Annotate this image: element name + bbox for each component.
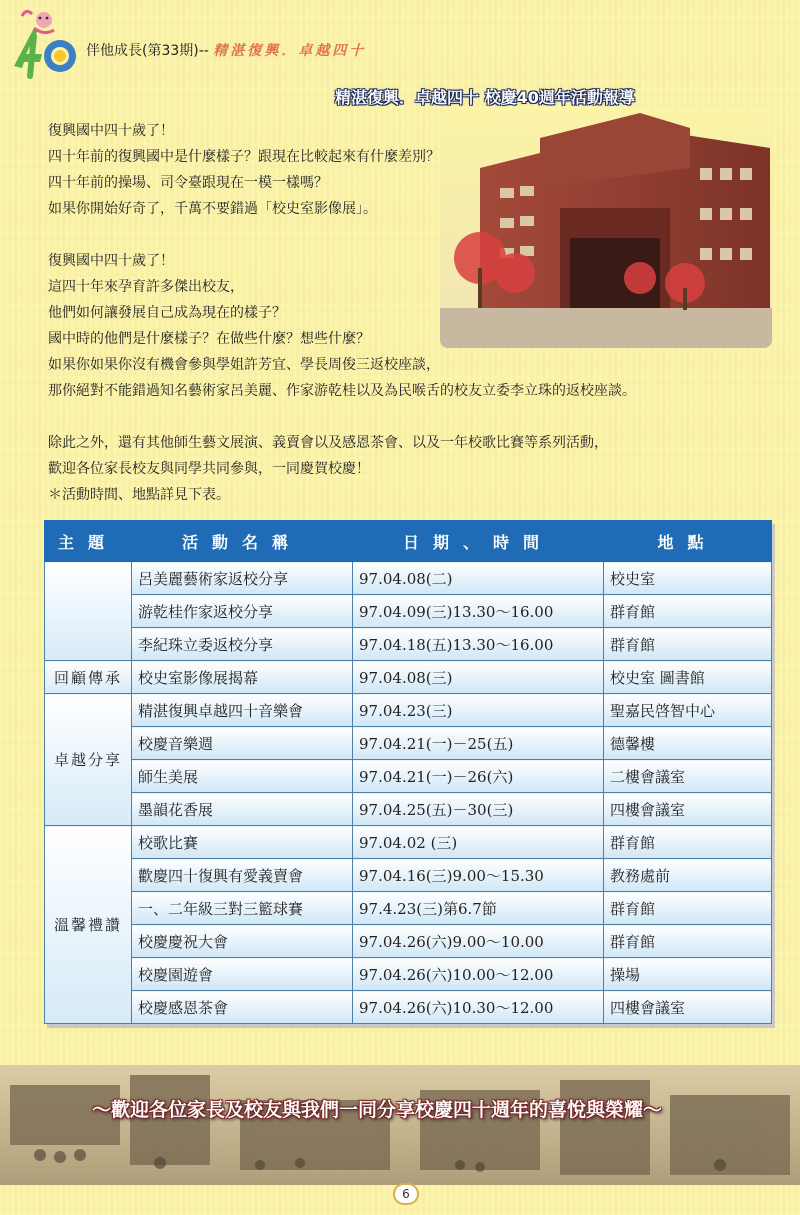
intro-line: 他們如何讓發展自己成為現在的樣子？: [48, 305, 286, 321]
table-row: [45, 661, 772, 694]
date-time-cell: 97.04.08(二): [353, 562, 604, 595]
header-location: 地點: [604, 521, 772, 562]
event-name-cell: 校歌比賽: [132, 826, 353, 859]
event-name-cell: 校慶慶祝大會: [132, 925, 353, 958]
issue-label: 伴他成長(第33期)--: [86, 43, 209, 59]
date-time-cell: 97.04.26(六)9.00～10.00: [353, 925, 604, 958]
footer-slogan: ～歡迎各位家長及校友與我們一同分享校慶四十週年的喜悅與榮耀～: [92, 1099, 663, 1121]
table-header-row: [45, 521, 772, 562]
header-title: [86, 40, 366, 60]
date-time-cell: 97.04.16(三)9.00～15.30: [353, 859, 604, 892]
intro-line: 歡迎各位家長校友與同學共同參與，一同慶賀校慶！: [48, 461, 370, 477]
header-date-time: 日期、時間: [353, 521, 604, 562]
event-name-cell: 呂美麗藝術家返校分享: [132, 562, 353, 595]
events-table-body: [45, 562, 772, 1024]
event-name-cell: 校慶感恩茶會: [132, 991, 353, 1024]
location-cell: 校史室: [604, 562, 772, 595]
intro-line: 這四十年來孕育許多傑出校友，: [48, 279, 244, 295]
article-banner-title: 精湛復興．卓越四十 校慶40週年活動報導: [335, 88, 635, 107]
date-time-cell: 97.04.02 (三): [353, 826, 604, 859]
table-row: [45, 694, 772, 727]
date-time-cell: 97.04.23(三): [353, 694, 604, 727]
table-row: [45, 859, 772, 892]
intro-line: ＊活動時間、地點詳見下表。: [48, 487, 230, 503]
location-cell: 群育館: [604, 892, 772, 925]
page-header: [0, 0, 800, 80]
location-cell: 群育館: [604, 826, 772, 859]
theme-cell: 卓越分享: [45, 694, 132, 826]
date-time-cell: 97.04.18(五)13.30～16.00: [353, 628, 604, 661]
event-name-cell: 歡慶四十復興有愛義賣會: [132, 859, 353, 892]
date-time-cell: 97.04.09(三)13.30～16.00: [353, 595, 604, 628]
table-row: [45, 793, 772, 826]
event-name-cell: 游乾桂作家返校分享: [132, 595, 353, 628]
event-name-cell: 精湛復興卓越四十音樂會: [132, 694, 353, 727]
event-name-cell: 墨韻花香展: [132, 793, 353, 826]
date-time-cell: 97.04.26(六)10.00～12.00: [353, 958, 604, 991]
table-row: [45, 925, 772, 958]
table-row: [45, 958, 772, 991]
location-cell: 二樓會議室: [604, 760, 772, 793]
intro-line: 除此之外，還有其他師生藝文展演、義賣會以及感恩茶會、以及一年校歌比賽等系列活動，: [48, 435, 608, 451]
date-time-cell: 97.04.21(一)－25(五): [353, 727, 604, 760]
table-row: [45, 991, 772, 1024]
table-row: [45, 595, 772, 628]
date-time-cell: 97.04.25(五)－30(三): [353, 793, 604, 826]
date-time-cell: 97.04.08(三): [353, 661, 604, 694]
intro-line: 國中時的他們是什麼樣子？在做些什麼？想些什麼？: [48, 331, 370, 347]
table-row: [45, 760, 772, 793]
location-cell: 操場: [604, 958, 772, 991]
location-cell: 群育館: [604, 595, 772, 628]
table-row: [45, 562, 772, 595]
anniversary-40-logo-icon: [4, 6, 82, 80]
table-row: [45, 628, 772, 661]
location-cell: 群育館: [604, 628, 772, 661]
event-name-cell: 校慶音樂週: [132, 727, 353, 760]
location-cell: 四樓會議室: [604, 991, 772, 1024]
intro-line: 那你絕對不能錯過知名藝術家呂美麗、作家游乾桂以及為民喉舌的校友立委李立珠的返校座談。: [48, 383, 636, 399]
header-theme: 主題: [45, 521, 132, 562]
intro-line: 復興國中四十歲了！: [48, 123, 174, 139]
event-name-cell: 校史室影像展揭幕: [132, 661, 353, 694]
theme-cell: 回顧傳承: [45, 661, 132, 694]
intro-text: [48, 118, 788, 508]
intro-line: 復興國中四十歲了！: [48, 253, 174, 269]
intro-line: 四十年前的操場、司令臺跟現在一模一樣嗎？: [48, 175, 328, 191]
event-name-cell: 師生美展: [132, 760, 353, 793]
events-table: [44, 520, 772, 1024]
theme-cell: [45, 562, 132, 661]
date-time-cell: 97.4.23(三)第6.7節: [353, 892, 604, 925]
intro-line: 四十年前的復興國中是什麼樣子？跟現在比較起來有什麼差別？: [48, 149, 440, 165]
table-row: [45, 826, 772, 859]
event-name-cell: 李紀珠立委返校分享: [132, 628, 353, 661]
location-cell: 四樓會議室: [604, 793, 772, 826]
location-cell: 德馨樓: [604, 727, 772, 760]
intro-line: 如果你開始好奇了，千萬不要錯過「校史室影像展」。: [48, 201, 377, 217]
header-subtitle: 精湛復興．卓越四十: [213, 43, 367, 59]
location-cell: 群育館: [604, 925, 772, 958]
location-cell: 教務處前: [604, 859, 772, 892]
table-row: [45, 892, 772, 925]
location-cell: 校史室 圖書館: [604, 661, 772, 694]
page-number: 6: [395, 1185, 417, 1203]
table-row: [45, 727, 772, 760]
intro-line: 如果你如果你沒有機會參與學姐許芳宜、學長周俊三返校座談，: [48, 357, 440, 373]
location-cell: 聖嘉民啓智中心: [604, 694, 772, 727]
date-time-cell: 97.04.26(六)10.30～12.00: [353, 991, 604, 1024]
date-time-cell: 97.04.21(一)－26(六): [353, 760, 604, 793]
theme-cell: 溫馨禮讚: [45, 826, 132, 1024]
header-event-name: 活動名稱: [132, 521, 353, 562]
event-name-cell: 校慶園遊會: [132, 958, 353, 991]
event-name-cell: 一、二年級三對三籃球賽: [132, 892, 353, 925]
